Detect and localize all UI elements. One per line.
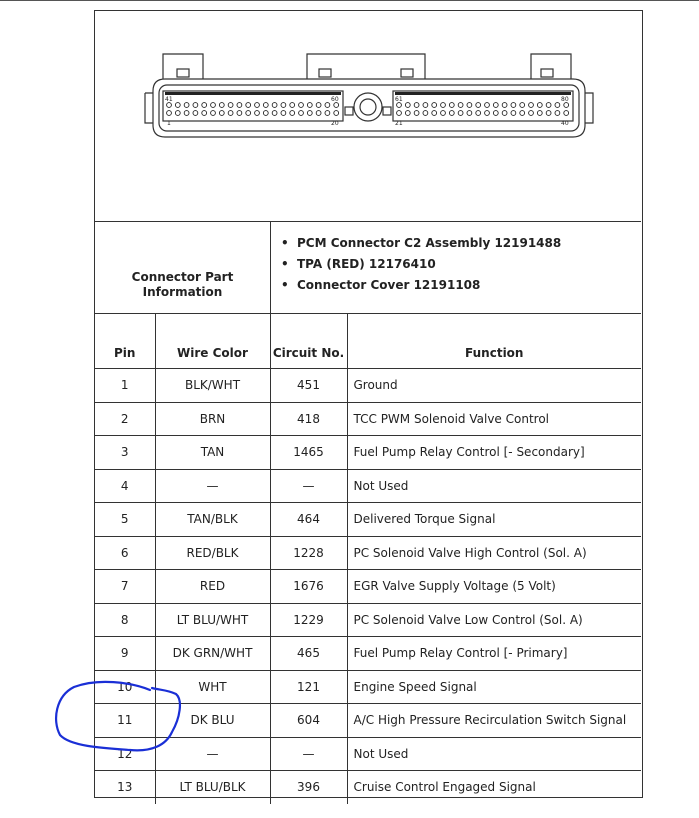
wire-color-cell: — xyxy=(155,469,270,503)
function-cell: Fuel Pump Relay Control [- Secondary] xyxy=(347,436,641,470)
pin-socket xyxy=(325,103,330,108)
pin-table xyxy=(95,313,641,804)
pin-cell: 11 xyxy=(95,704,155,738)
header-circuit-no: Circuit No. xyxy=(270,313,347,369)
wire-color-cell: — xyxy=(155,737,270,771)
table-row xyxy=(95,436,641,470)
pin-socket xyxy=(564,111,569,116)
pin-socket xyxy=(281,103,286,108)
pin-socket xyxy=(537,103,542,108)
table-row xyxy=(95,369,641,403)
function-cell: Fuel Pump Relay Control [- Primary] xyxy=(347,637,641,671)
pin-socket xyxy=(272,103,277,108)
pin-socket xyxy=(449,111,454,116)
table-row xyxy=(95,704,641,738)
circuit-cell: 418 xyxy=(270,402,347,436)
connector-document xyxy=(94,10,643,798)
pin-cell: 7 xyxy=(95,570,155,604)
pin-socket xyxy=(485,111,490,116)
function-cell: Engine Speed Signal xyxy=(347,670,641,704)
pin-socket xyxy=(405,111,410,116)
circuit-cell: 121 xyxy=(270,670,347,704)
pin-label-20: 20 xyxy=(331,120,339,127)
function-cell: TCC PWM Solenoid Valve Control xyxy=(347,402,641,436)
circuit-cell: 396 xyxy=(270,771,347,804)
table-row xyxy=(95,536,641,570)
pin-socket xyxy=(193,103,198,108)
pin-socket xyxy=(193,111,198,116)
pin-socket xyxy=(202,103,207,108)
pin-cell: 10 xyxy=(95,670,155,704)
pin-socket xyxy=(246,111,251,116)
wire-color-cell: TAN xyxy=(155,436,270,470)
table-row xyxy=(95,469,641,503)
pin-socket xyxy=(432,111,437,116)
table-row xyxy=(95,402,641,436)
wire-color-cell: BRN xyxy=(155,402,270,436)
pin-socket xyxy=(476,111,481,116)
pin-socket xyxy=(290,103,295,108)
pin-socket xyxy=(520,103,525,108)
pin-label-21: 21 xyxy=(395,120,403,127)
wire-color-cell: RED xyxy=(155,570,270,604)
circuit-cell: 464 xyxy=(270,503,347,537)
function-cell: Not Used xyxy=(347,469,641,503)
function-cell: Not Used xyxy=(347,737,641,771)
pin-socket xyxy=(334,111,339,116)
circuit-cell: — xyxy=(270,469,347,503)
pin-socket xyxy=(211,103,216,108)
pin-socket xyxy=(564,103,569,108)
pin-socket xyxy=(441,103,446,108)
pin-socket xyxy=(537,111,542,116)
wire-color-cell: WHT xyxy=(155,670,270,704)
pin-socket xyxy=(219,103,224,108)
pin-socket xyxy=(316,111,321,116)
pin-cell: 8 xyxy=(95,603,155,637)
table-row xyxy=(95,737,641,771)
pin-socket xyxy=(485,103,490,108)
top-rule xyxy=(0,0,699,1)
pin-socket xyxy=(458,103,463,108)
circuit-cell: 1229 xyxy=(270,603,347,637)
pin-socket xyxy=(476,103,481,108)
wire-color-cell: TAN/BLK xyxy=(155,503,270,537)
connector-info-list xyxy=(281,233,561,296)
function-cell: PC Solenoid Valve High Control (Sol. A) xyxy=(347,536,641,570)
pin-socket xyxy=(467,103,472,108)
pin-socket xyxy=(432,103,437,108)
pin-socket xyxy=(316,103,321,108)
pin-cell: 6 xyxy=(95,536,155,570)
pin-socket xyxy=(423,111,428,116)
pin-socket xyxy=(397,103,402,108)
pin-socket xyxy=(502,111,507,116)
connector-info-item: • PCM Connector C2 Assembly 12191488 xyxy=(281,236,562,250)
pin-socket xyxy=(175,103,180,108)
pin-socket xyxy=(167,103,172,108)
pin-socket xyxy=(175,111,180,116)
pin-socket xyxy=(246,103,251,108)
function-cell: EGR Valve Supply Voltage (5 Volt) xyxy=(347,570,641,604)
connector-info-item: • Connector Cover 12191108 xyxy=(281,278,481,292)
pin-socket xyxy=(255,111,260,116)
table-row xyxy=(95,503,641,537)
pin-socket xyxy=(458,111,463,116)
pin-socket xyxy=(555,111,560,116)
circuit-cell: 465 xyxy=(270,637,347,671)
pin-socket xyxy=(167,111,172,116)
function-cell: Delivered Torque Signal xyxy=(347,503,641,537)
function-cell: PC Solenoid Valve Low Control (Sol. A) xyxy=(347,603,641,637)
header-function: Function xyxy=(347,313,641,369)
table-row xyxy=(95,670,641,704)
pin-socket xyxy=(219,111,224,116)
pin-cell: 5 xyxy=(95,503,155,537)
pin-cell: 1 xyxy=(95,369,155,403)
wire-color-cell: RED/BLK xyxy=(155,536,270,570)
pin-socket xyxy=(405,103,410,108)
connector-diagram xyxy=(95,11,641,222)
table-row xyxy=(95,771,641,804)
pin-label-41: 41 xyxy=(165,96,173,103)
pin-socket xyxy=(493,111,498,116)
table-row xyxy=(95,570,641,604)
pin-socket xyxy=(520,111,525,116)
connector-info xyxy=(95,221,641,314)
pin-socket xyxy=(546,111,551,116)
pin-socket xyxy=(449,103,454,108)
pin-socket xyxy=(307,103,312,108)
connector-drawing xyxy=(95,11,641,221)
pin-socket xyxy=(211,111,216,116)
circuit-cell: 451 xyxy=(270,369,347,403)
pin-socket xyxy=(263,103,268,108)
pin-label-40: 40 xyxy=(561,120,569,127)
pin-socket xyxy=(493,103,498,108)
pin-cell: 4 xyxy=(95,469,155,503)
circuit-cell: — xyxy=(270,737,347,771)
pin-socket xyxy=(529,111,534,116)
connector-info-item: • TPA (RED) 12176410 xyxy=(281,257,436,271)
pin-socket xyxy=(202,111,207,116)
pin-cell: 3 xyxy=(95,436,155,470)
wire-color-cell: DK GRN/WHT xyxy=(155,637,270,671)
pin-socket xyxy=(441,111,446,116)
pin-socket xyxy=(414,111,419,116)
pin-socket xyxy=(467,111,472,116)
pin-socket xyxy=(299,111,304,116)
pin-socket xyxy=(299,103,304,108)
pin-socket xyxy=(184,111,189,116)
header-pin: Pin xyxy=(95,313,155,369)
circuit-cell: 1676 xyxy=(270,570,347,604)
pin-cell: 9 xyxy=(95,637,155,671)
pin-cell: 12 xyxy=(95,737,155,771)
pin-socket xyxy=(290,111,295,116)
pin-socket xyxy=(511,103,516,108)
pin-socket xyxy=(414,103,419,108)
pin-label-1: 1 xyxy=(167,120,171,127)
header-wire-color: Wire Color xyxy=(155,313,270,369)
pin-socket xyxy=(502,103,507,108)
pin-table-header xyxy=(95,313,641,369)
table-row xyxy=(95,603,641,637)
pin-socket xyxy=(237,103,242,108)
pin-socket xyxy=(184,103,189,108)
pin-socket xyxy=(228,103,233,108)
pin-socket xyxy=(397,111,402,116)
pin-socket xyxy=(255,103,260,108)
pin-socket xyxy=(511,111,516,116)
circuit-cell: 1228 xyxy=(270,536,347,570)
pin-socket xyxy=(555,103,560,108)
wire-color-cell: LT BLU/BLK xyxy=(155,771,270,804)
pin-socket xyxy=(281,111,286,116)
wire-color-cell: DK BLU xyxy=(155,704,270,738)
connector-info-heading-cell xyxy=(95,221,271,313)
function-cell: A/C High Pressure Recirculation Switch Signal xyxy=(347,704,641,738)
pin-cell: 13 xyxy=(95,771,155,804)
pin-socket xyxy=(334,103,339,108)
pin-socket xyxy=(272,111,277,116)
table-row xyxy=(95,637,641,671)
pin-socket xyxy=(529,103,534,108)
function-cell: Cruise Control Engaged Signal xyxy=(353,780,536,795)
pin-socket xyxy=(546,103,551,108)
pin-label-61: 61 xyxy=(395,96,403,103)
wire-color-cell: BLK/WHT xyxy=(155,369,270,403)
connector-info-heading: Connector Part Information xyxy=(131,270,234,299)
pin-socket xyxy=(307,111,312,116)
pin-label-80: 80 xyxy=(561,96,569,103)
pin-socket xyxy=(237,111,242,116)
pin-socket xyxy=(325,111,330,116)
pin-socket xyxy=(263,111,268,116)
circuit-cell: 604 xyxy=(270,704,347,738)
function-cell: Ground xyxy=(347,369,641,403)
pin-label-60: 60 xyxy=(331,96,339,103)
pin-socket xyxy=(423,103,428,108)
pin-socket xyxy=(228,111,233,116)
circuit-cell: 1465 xyxy=(270,436,347,470)
wire-color-cell: LT BLU/WHT xyxy=(155,603,270,637)
pin-cell: 2 xyxy=(95,402,155,436)
